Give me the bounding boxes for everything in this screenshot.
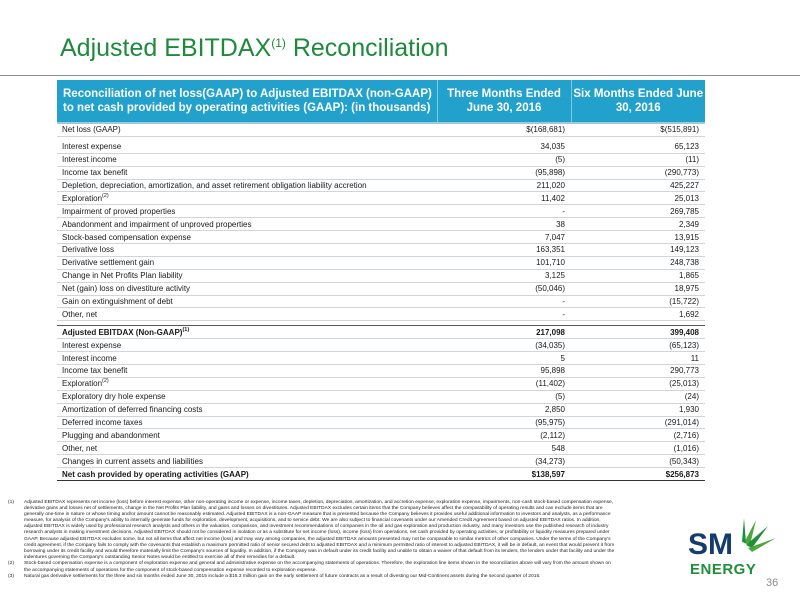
row-value-six-months: (25,013) — [571, 377, 705, 390]
row-label-text: Plugging and abandonment — [62, 430, 160, 440]
footnote — [8, 500, 618, 561]
footnote — [8, 574, 618, 580]
table-row — [57, 416, 705, 429]
row-value-six-months: 25,013 — [571, 192, 705, 205]
row-footnote-ref: (1) — [182, 326, 190, 333]
table-row — [57, 377, 705, 390]
table-row — [57, 442, 705, 455]
row-value-six-months: $(515,891) — [571, 123, 705, 136]
row-label-text: Impairment of proved properties — [62, 206, 176, 216]
table-row — [57, 231, 705, 244]
row-value-three-months: 7,047 — [437, 231, 571, 244]
table-header-row — [57, 80, 705, 123]
row-value-six-months: 248,738 — [571, 256, 705, 269]
table-row — [57, 339, 705, 352]
row-value-three-months: - — [437, 295, 571, 308]
table-row — [57, 295, 705, 308]
row-label-text: Stock-based compensation expense — [62, 232, 191, 242]
title-text: Adjusted EBITDAX — [60, 34, 272, 62]
row-value-six-months: 399,408 — [571, 326, 705, 339]
reconciliation-table — [57, 80, 705, 481]
table-row — [57, 192, 705, 205]
table-row — [57, 269, 705, 282]
row-label — [57, 179, 437, 192]
row-value-six-months: (11) — [571, 153, 705, 166]
row-label-text: Income tax benefit — [62, 168, 128, 178]
row-label — [57, 468, 437, 481]
row-label-text: Exploratory dry hole expense — [62, 392, 166, 402]
footnote-text: Natural gas derivative settlements for the three and six months ended June 30, 2015 include a $15.3 million gain on the early settlement of future contracts as a result of divesting our Mid-Continent assets during the second quarter of 2015. — [24, 574, 541, 580]
row-value-three-months: $138,597 — [437, 468, 571, 481]
table-row — [57, 468, 705, 481]
row-value-three-months: 5 — [437, 352, 571, 365]
row-label-text: Other, net — [62, 309, 98, 319]
row-value-three-months: 3,125 — [437, 269, 571, 282]
row-label — [57, 153, 437, 166]
row-label — [57, 141, 437, 153]
row-label-text: Income tax benefit — [62, 366, 128, 376]
footnotes — [8, 500, 618, 581]
row-label-text: Change in Net Profits Plan liability — [62, 271, 183, 281]
row-value-three-months: $(168,681) — [437, 123, 571, 136]
row-label — [57, 416, 437, 429]
row-label-text: Interest expense — [62, 142, 122, 152]
footnote-text: Adjusted EBITDAX represents net income (loss) before interest expense, other non-operating income or expense, income taxes, depletion, depreciation, amortization, and accretion expense, exploration expense, impairments, non-cash stock-based compensation expense, derivative gains and losses net of settlements, change in the Net Profits Plan liability, and gains and losses on divestitures. Adjusted EBITDAX excludes certain items that the Company believes affect the comparability of operating results and can exclude items that are generally one-time in nature or whose timing and/or amount cannot be reasonably estimated. Adjusted EBITDAX is a non-GAAP measure that is presented because the Company believes it provides useful additional information to investors and analysts, as a performance measure, for analysis of the Company's ability to internally generate funds for exploration, development, acquisitions, and to service debt. We are also subject to financial covenants under our Amended Credit Agreement based on adjusted EBITDAX ratios. In addition, adjusted EBITDAX is widely used by professional research analysts and others in the valuation, comparison, and investment recommendations of companies in the oil and gas exploration and production industry, and many investors use the published research of industry research analysts in making investment decisions. Adjusted EBITDAX should not be considered in isolation or as a substitute for net income (loss), income (loss) from operations, net cash provided by operating activities, or profitability or liquidity measures prepared under GAAP. Because adjusted EBITDAX excludes some, but not all items that affect net income (loss) and may vary among companies, the adjusted EBITDAX amounts presented may not be comparable to similar metrics of other companies. Under the terms of the Company's credit agreement, if the Company fails to comply with the covenants that establish a maximum permitted ratio of senior secured debt to adjusted EBITDAX and a minimum permitted ratio of interest to adjusted EBITDAX, it will be in default, an event that would prevent it from borrowing under its credit facility and would therefore materially limit the Company's sources of liquidity. In addition, if the Company was in default under its credit facility and unable to obtain a waiver of that default from its lenders, the lenders under that facility and under the indentures governing the Company's outstanding Senior Notes would be entitled to exercise all of their remedies for a default. — [24, 500, 615, 560]
row-label-text: Net (gain) loss on divestiture activity — [62, 284, 191, 294]
row-value-three-months: (50,046) — [437, 282, 571, 295]
row-value-three-months: (34,035) — [437, 339, 571, 352]
row-label-text: Derivative settlement gain — [62, 258, 155, 268]
table-row — [57, 429, 705, 442]
row-label — [57, 282, 437, 295]
row-value-six-months: 269,785 — [571, 205, 705, 218]
row-label — [57, 308, 437, 321]
row-label-text: Changes in current assets and liabilities — [62, 456, 203, 466]
row-label-text: Abandonment and impairment of unproved properties — [62, 219, 252, 229]
table-row — [57, 403, 705, 416]
row-value-three-months: 34,035 — [437, 141, 571, 153]
footnote-number: (3) — [8, 574, 14, 580]
row-value-three-months: 548 — [437, 442, 571, 455]
row-label — [57, 256, 437, 269]
row-value-six-months: (291,014) — [571, 416, 705, 429]
row-label-text: Derivative loss — [62, 245, 115, 255]
row-label-text: Deferred income taxes — [62, 418, 143, 428]
row-value-six-months: 65,123 — [571, 141, 705, 153]
row-value-six-months: 13,915 — [571, 231, 705, 244]
table-row — [57, 123, 705, 136]
row-label-text: Depletion, depreciation, amortization, and asset retirement obligation liability accretion — [62, 181, 367, 190]
footnote-number: (2) — [8, 561, 14, 567]
row-label — [57, 326, 437, 339]
header-description: Reconciliation of net loss(GAAP) to Adjusted EBITDAX (non-GAAP) to net cash provided by operating activities (GAAP): (in thousands) — [57, 80, 437, 123]
row-value-three-months: 211,020 — [437, 179, 571, 192]
row-value-six-months: (24) — [571, 390, 705, 403]
table-row — [57, 205, 705, 218]
row-label — [57, 244, 437, 257]
row-value-six-months: 1,692 — [571, 308, 705, 321]
row-label — [57, 192, 437, 205]
row-label — [57, 269, 437, 282]
row-value-three-months: 2,850 — [437, 403, 571, 416]
row-label-text: Exploration — [62, 379, 103, 389]
table-row — [57, 308, 705, 321]
reconciliation-table-container — [57, 80, 705, 481]
table-row — [57, 365, 705, 378]
header-six-months: Six Months Ended June 30, 2016 — [571, 80, 705, 123]
row-label-text: Interest income — [62, 353, 117, 363]
title-text-rest: Reconciliation — [285, 34, 449, 62]
row-value-six-months: (290,773) — [571, 166, 705, 179]
row-value-three-months: 11,402 — [437, 192, 571, 205]
row-label-text: Adjusted EBITDAX (Non-GAAP) — [62, 327, 183, 337]
row-value-six-months: 1,865 — [571, 269, 705, 282]
row-value-six-months: 2,349 — [571, 218, 705, 231]
table-row — [57, 166, 705, 179]
row-label-text: Amortization of deferred financing costs — [62, 405, 203, 415]
row-label-text: Other, net — [62, 443, 98, 453]
table-row — [57, 352, 705, 365]
row-value-three-months: (2,112) — [437, 429, 571, 442]
slide-title — [60, 34, 448, 63]
row-value-three-months: (95,975) — [437, 416, 571, 429]
logo-wordmark: SM — [688, 528, 733, 561]
row-label-text: Net loss (GAAP) — [62, 125, 121, 135]
sunburst-icon — [742, 518, 776, 552]
title-footnote-ref: (1) — [271, 36, 286, 50]
row-label-text: Net cash provided by operating activities (GAAP) — [62, 469, 249, 479]
row-value-six-months: 425,227 — [571, 179, 705, 192]
row-label — [57, 365, 437, 378]
table-body — [57, 123, 705, 481]
row-value-six-months: (50,343) — [571, 455, 705, 468]
table-row — [57, 326, 705, 339]
row-label — [57, 352, 437, 365]
row-value-three-months: (11,402) — [437, 377, 571, 390]
sm-energy-logo — [680, 512, 780, 582]
row-value-three-months: 95,898 — [437, 365, 571, 378]
row-label — [57, 390, 437, 403]
row-value-six-months: 1,930 — [571, 403, 705, 416]
logo-subtext: ENERGY — [690, 561, 757, 578]
row-value-six-months: 18,975 — [571, 282, 705, 295]
row-value-six-months: (65,123) — [571, 339, 705, 352]
row-value-six-months: 149,123 — [571, 244, 705, 257]
row-value-three-months: (34,273) — [437, 455, 571, 468]
page-number: 36 — [766, 577, 779, 589]
row-value-three-months: (5) — [437, 153, 571, 166]
header-three-months: Three Months Ended June 30, 2016 — [437, 80, 571, 123]
row-label-text: Exploration — [62, 193, 103, 203]
row-label — [57, 205, 437, 218]
table-row — [57, 218, 705, 231]
table-row — [57, 390, 705, 403]
row-label — [57, 123, 437, 136]
row-label — [57, 218, 437, 231]
table-row — [57, 282, 705, 295]
title-divider — [0, 75, 800, 76]
row-label — [57, 377, 437, 390]
row-value-six-months: 290,773 — [571, 365, 705, 378]
row-value-three-months: (95,898) — [437, 166, 571, 179]
table-row — [57, 455, 705, 468]
row-label-text: Gain on extinguishment of debt — [62, 297, 173, 307]
row-footnote-ref: (2) — [102, 192, 109, 199]
row-value-three-months: - — [437, 205, 571, 218]
row-label — [57, 455, 437, 468]
table-row — [57, 141, 705, 153]
row-footnote-ref: (2) — [102, 378, 109, 385]
row-value-three-months: 217,098 — [437, 326, 571, 339]
row-label — [57, 166, 437, 179]
row-label — [57, 295, 437, 308]
row-label — [57, 442, 437, 455]
table-row — [57, 179, 705, 192]
footnote-text: Stock-based compensation expense is a component of exploration expense and general and administrative expense on the accompanying statements of operations. Therefore, the exploration line items shown in the reconciliation above will vary from the amount shown on the accompanying statements of operations for the component of stock-based compensation expense recorded to exploration expense. — [24, 561, 611, 573]
row-value-three-months: (5) — [437, 390, 571, 403]
row-value-three-months: 101,710 — [437, 256, 571, 269]
row-value-six-months: (1,016) — [571, 442, 705, 455]
row-value-three-months: 163,351 — [437, 244, 571, 257]
table-row — [57, 256, 705, 269]
table-row — [57, 244, 705, 257]
row-value-three-months: - — [437, 308, 571, 321]
row-value-six-months: 11 — [571, 352, 705, 365]
row-label-text: Interest income — [62, 155, 117, 165]
row-label — [57, 429, 437, 442]
row-label — [57, 403, 437, 416]
row-value-six-months: (15,722) — [571, 295, 705, 308]
row-label — [57, 231, 437, 244]
row-label-text: Interest expense — [62, 340, 122, 350]
footnote — [8, 561, 618, 573]
footnote-number: (1) — [8, 500, 14, 505]
table-row — [57, 153, 705, 166]
row-label — [57, 339, 437, 352]
row-value-six-months: (2,716) — [571, 429, 705, 442]
row-value-three-months: 38 — [437, 218, 571, 231]
row-value-six-months: $256,873 — [571, 468, 705, 481]
